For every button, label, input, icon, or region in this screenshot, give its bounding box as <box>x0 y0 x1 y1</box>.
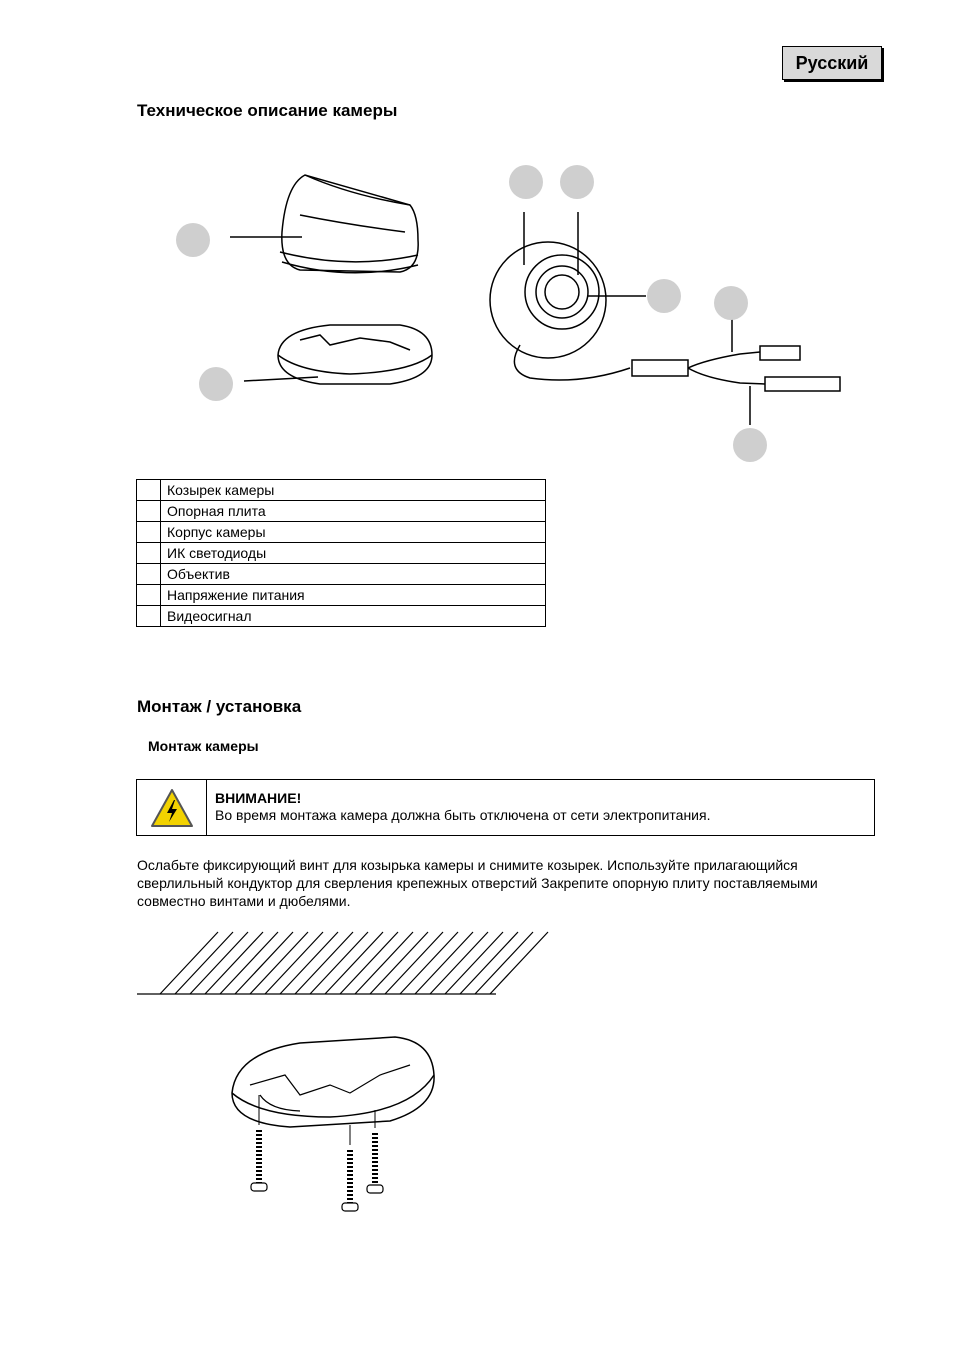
screw <box>342 1125 358 1211</box>
language-badge: Русский <box>782 46 882 80</box>
hatch-line <box>325 932 383 994</box>
hatch-line <box>400 932 458 994</box>
warning-text: Во время монтажа камера должна быть отключена от сети электропитания. <box>215 807 711 823</box>
callout-video <box>733 428 767 462</box>
instruction-paragraph: Ослабьте фиксирующий винт для козырька камеры и снимите козырек. Используйте прилагающийся сверлильный кондуктор для сверления крепежных отверстий Закрепите опорную плиту поставляемыми совместно винтами и дюбелями. <box>137 857 818 909</box>
hatch-line <box>430 932 488 994</box>
parts-table <box>136 479 546 627</box>
hatch-line <box>175 932 233 994</box>
table-row <box>137 564 546 585</box>
table-row <box>137 501 546 522</box>
part-label: ИК светодиоды <box>161 543 546 564</box>
section-title-mounting: Монтаж / установка <box>137 697 302 716</box>
part-label: Козырек камеры <box>161 480 546 501</box>
hatch-line <box>280 932 338 994</box>
high-voltage-warning-icon <box>150 788 194 828</box>
table-row <box>137 585 546 606</box>
callout-ir-leds <box>560 165 594 199</box>
hatch-line <box>385 932 443 994</box>
callout-power <box>714 286 748 320</box>
table-row <box>137 606 546 627</box>
ceiling-hatch <box>160 932 548 994</box>
hatch-line <box>205 932 263 994</box>
hatch-line <box>490 932 548 994</box>
table-row <box>137 480 546 501</box>
hatch-line <box>445 932 503 994</box>
callout-visor <box>176 223 210 257</box>
mounting-diagram <box>0 925 954 1225</box>
section-title-description: Техническое описание камеры <box>137 101 398 120</box>
warning-heading: ВНИМАНИЕ! <box>215 790 302 806</box>
camera-body-illustration <box>490 242 606 358</box>
table-row <box>137 543 546 564</box>
hatch-line <box>415 932 473 994</box>
part-label: Объектив <box>161 564 546 585</box>
hatch-line <box>310 932 368 994</box>
hatch-line <box>340 932 398 994</box>
table-row <box>137 522 546 543</box>
hatch-line <box>235 932 293 994</box>
hatch-line <box>250 932 308 994</box>
hatch-line <box>265 932 323 994</box>
callout-camera-body <box>509 165 543 199</box>
callout-base-plate <box>199 367 233 401</box>
warning-box <box>136 779 875 836</box>
hatch-line <box>460 932 518 994</box>
hatch-line <box>475 932 533 994</box>
hatch-line <box>295 932 353 994</box>
base-plate-illustration <box>278 325 432 384</box>
part-label: Корпус камеры <box>161 522 546 543</box>
hatch-line <box>160 932 218 994</box>
hatch-line <box>370 932 428 994</box>
part-label: Опорная плита <box>161 501 546 522</box>
part-label: Видеосигнал <box>161 606 546 627</box>
hatch-line <box>190 932 248 994</box>
camera-parts-diagram <box>0 0 954 480</box>
hatch-line <box>355 932 413 994</box>
subsection-title: Монтаж камеры <box>148 738 259 754</box>
callout-lens <box>647 279 681 313</box>
hatch-line <box>220 932 278 994</box>
part-label: Напряжение питания <box>161 585 546 606</box>
